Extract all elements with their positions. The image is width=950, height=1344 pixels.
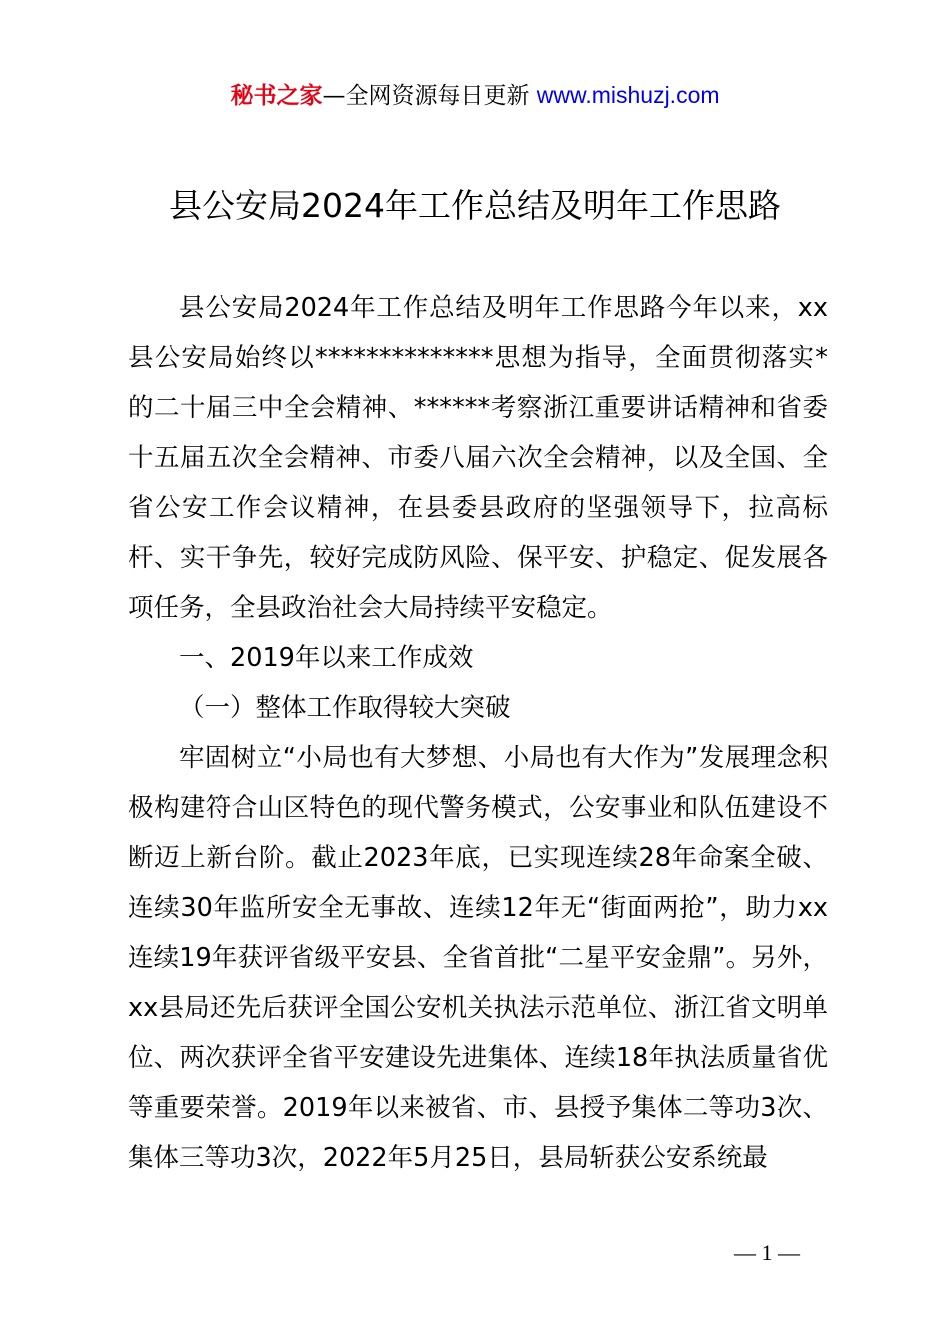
document-title: 县公安局2024年工作总结及明年工作思路 [169,186,781,225]
page-number: — 1 — [734,1240,800,1265]
intro-paragraph: 县公安局2024年工作总结及明年工作思路今年以来，xx县公安局始终以**************思想为指导，全面贯彻落实*的二十届三中全会精神、******考察浙江重要讲话精神和省委十五届五次全会精神、市委八届六次全会精神，以及全国、全省公安工作会议精神，在县委县政府的坚强领导下，拉高标杆、实干争先，较好完成防风险、保平安、护稳定、促发展各项任务，全县政治社会大局持续平安稳定。 [128,293,828,623]
site-header [0,78,950,113]
header-tagline: —全网资源每日更新 [322,83,530,109]
subsection-heading: （一）整体工作取得较大突破 [179,693,511,723]
document-body [128,283,828,1183]
brand-name: 秘书之家 [230,83,323,109]
section-heading: 一、2019年以来工作成效 [179,643,474,673]
body-paragraph: 牢固树立“小局也有大梦想、小局也有大作为”发展理念积极构建符合山区特色的现代警务模式，公安事业和队伍建设不断迈上新台阶。截止2023年底，已实现连续28年命案全破、连续30年监所安全无事故、连续12年无“街面两抢”，助力xx连续19年获评省级平安县、全省首批“二星平安金鼎”。另外，xx县局还先后获评全国公安机关执法示范单位、浙江省文明单位、两次获评全省平安建设先进集体、连续18年执法质量省优等重要荣誉。2019年以来被省、市、县授予集体二等功3次、集体三等功3次，2022年5月25日，县局斩获公安系统最 [128,743,828,1173]
site-url-link[interactable]: www.mishuzj.com [536,82,720,108]
